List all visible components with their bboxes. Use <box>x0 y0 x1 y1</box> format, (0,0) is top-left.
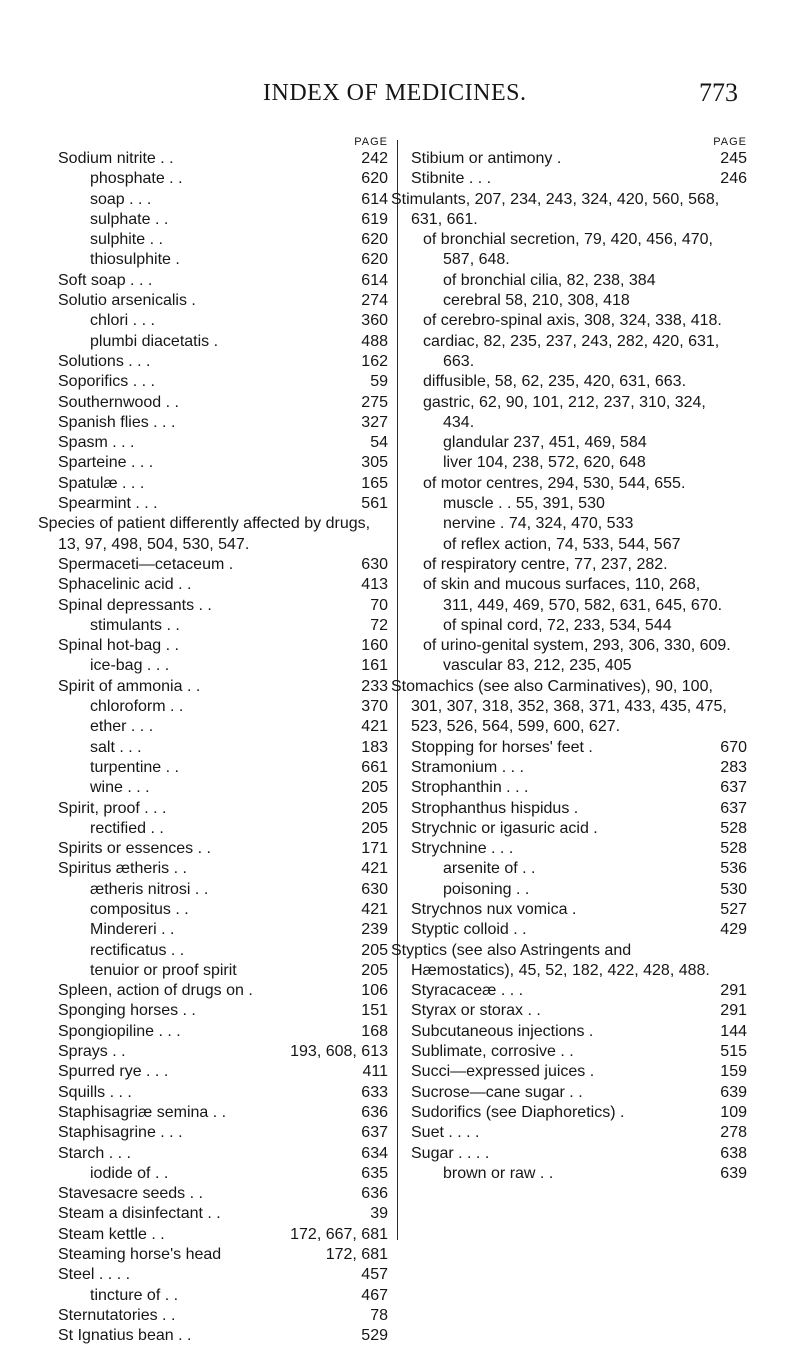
index-entry <box>58 616 392 636</box>
entry-page-ref: 151 <box>361 1002 388 1020</box>
entry-page-ref: 528 <box>720 819 747 837</box>
index-entry <box>411 880 751 900</box>
entry-page-ref: 165 <box>361 474 388 492</box>
entry-term: Soft soap . . . <box>58 271 153 289</box>
entry-page-ref: 239 <box>361 921 388 939</box>
entry-term: Spatulæ . . . <box>58 474 145 492</box>
entry-term: of reflex action, 74, 533, 544, 567 <box>443 535 681 553</box>
index-entry <box>411 900 751 920</box>
index-entry <box>58 941 392 961</box>
entry-page-ref: 561 <box>361 495 388 513</box>
entry-term: Spinal depressants . . <box>58 596 212 614</box>
entry-page-ref: 630 <box>361 880 388 898</box>
entry-term: Styrax or storax . . <box>411 1002 541 1020</box>
entry-page-ref: 233 <box>361 677 388 695</box>
index-entry <box>411 230 751 271</box>
entry-term: Spongiopiline . . . <box>58 1022 181 1040</box>
entry-term: Solutions . . . <box>58 352 151 370</box>
index-entry <box>58 799 392 819</box>
index-entry <box>58 717 392 737</box>
entry-page-ref: 327 <box>361 413 388 431</box>
entry-term: Stavesacre seeds . . <box>58 1185 203 1203</box>
index-entry <box>58 393 392 413</box>
entry-page-ref: 421 <box>361 900 388 918</box>
index-entry <box>411 575 751 616</box>
entry-page-ref: 620 <box>361 251 388 269</box>
running-title: INDEX OF MEDICINES. <box>263 80 527 106</box>
index-entry <box>411 616 751 636</box>
entry-page-ref: 278 <box>720 1124 747 1142</box>
entry-term: Sugar . . . . <box>411 1144 490 1162</box>
entry-page-ref: 633 <box>361 1083 388 1101</box>
entry-term: Spurred rye . . . <box>58 1063 169 1081</box>
entry-term: Steam kettle . . <box>58 1225 165 1243</box>
entry-term: of motor centres, 294, 530, 544, 655. <box>423 474 686 492</box>
index-entry <box>411 1164 751 1184</box>
entry-term: Spirits or essences . . <box>58 840 211 858</box>
entry-term: Solutio arsenicalis . <box>58 292 196 310</box>
entry-term: poisoning . . <box>443 880 530 898</box>
index-entry <box>58 1042 392 1062</box>
entry-page-ref: 305 <box>361 454 388 472</box>
entry-term: Stopping for horses' feet . <box>411 738 593 756</box>
index-entry <box>58 474 392 494</box>
index-entry <box>411 474 751 494</box>
entry-page-ref: 283 <box>720 758 747 776</box>
index-entry <box>58 1083 392 1103</box>
entry-term: liver 104, 238, 572, 620, 648 <box>443 454 646 472</box>
entry-term: of respiratory centre, 77, 237, 282. <box>423 555 668 573</box>
entry-page-ref: 106 <box>361 982 388 1000</box>
entry-page-ref: 160 <box>361 637 388 655</box>
entry-term: Starch . . . <box>58 1144 131 1162</box>
entry-page-ref: 291 <box>720 1002 747 1020</box>
index-entry <box>58 433 392 453</box>
entry-term: plumbi diacetatis . <box>90 332 219 350</box>
entry-page-ref: 637 <box>720 779 747 797</box>
entry-term: Southernwood . . <box>58 393 179 411</box>
index-entry <box>58 372 392 392</box>
entry-term: Mindereri . . <box>90 921 175 939</box>
index-entry <box>411 1103 751 1123</box>
entry-term: cardiac, 82, 235, 237, 243, 282, 420, 631, 663. <box>423 332 720 370</box>
entry-page-ref: 109 <box>720 1103 747 1121</box>
entry-page-ref: 639 <box>720 1083 747 1101</box>
entry-page-ref: 411 <box>362 1063 388 1081</box>
entry-term: ice-bag . . . <box>90 657 170 675</box>
index-entry <box>58 819 392 839</box>
index-entry <box>411 1144 751 1164</box>
entry-page-ref: 529 <box>361 1327 388 1345</box>
index-entry <box>58 210 392 230</box>
index-column-left <box>38 135 392 1347</box>
entry-term: Species of patient differently affected by drugs, 13, 97, 498, 504, 530, 547. <box>38 515 371 553</box>
entry-page-ref: 639 <box>720 1164 747 1182</box>
entry-term: Steel . . . . <box>58 1266 131 1284</box>
index-entry <box>411 494 751 514</box>
index-entry <box>58 352 392 372</box>
index-column-right <box>391 135 751 1184</box>
index-entry <box>411 291 751 311</box>
entry-page-ref: 171 <box>361 840 388 858</box>
index-entry <box>58 494 392 514</box>
entry-term: Strophanthus hispidus . <box>411 799 579 817</box>
entry-term: of skin and mucous surfaces, 110, 268, 311, 449, 469, 570, 582, 631, 645, 670. <box>423 576 723 614</box>
entry-page-ref: 245 <box>720 150 747 167</box>
index-entry <box>411 819 751 839</box>
entry-page-ref: 370 <box>361 698 388 716</box>
entry-page-ref: 242 <box>361 150 388 167</box>
index-entry <box>58 575 392 595</box>
entry-term: chloroform . . <box>90 698 184 716</box>
entry-page-ref: 360 <box>361 312 388 330</box>
entry-page-ref: 467 <box>361 1286 388 1304</box>
entry-term: Stramonium . . . <box>411 758 524 776</box>
index-entry <box>58 839 392 859</box>
entry-term: Sudorifics (see Diaphoretics) . <box>411 1103 625 1121</box>
entry-term: St Ignatius bean . . <box>58 1327 192 1345</box>
entry-term: Stibium or antimony . <box>411 150 562 167</box>
entry-term: Spirit of ammonia . . <box>58 677 201 695</box>
entry-page-ref: 421 <box>361 718 388 736</box>
entry-term: Spirit, proof . . . <box>58 799 167 817</box>
index-entry <box>38 514 392 555</box>
entry-term: Sternutatories . . <box>58 1306 176 1324</box>
index-entry <box>58 1245 392 1265</box>
entry-term: of bronchial cilia, 82, 238, 384 <box>443 271 656 289</box>
entry-page-ref: 205 <box>361 799 388 817</box>
index-entry <box>58 920 392 940</box>
entry-term: Spermaceti—cetaceum . <box>58 555 234 573</box>
page-number: 773 <box>699 78 738 107</box>
entry-page-ref: 636 <box>361 1185 388 1203</box>
index-entry <box>411 453 751 473</box>
entry-page-ref: 670 <box>720 738 747 756</box>
entry-term: compositus . . <box>90 900 189 918</box>
entry-page-ref: 54 <box>370 434 388 452</box>
index-entry <box>58 1204 392 1224</box>
entry-term: Sucrose—cane sugar . . <box>411 1083 583 1101</box>
entry-page-ref: 246 <box>720 170 747 188</box>
entry-page-ref: 161 <box>361 657 388 675</box>
entry-page-ref: 637 <box>361 1124 388 1142</box>
entry-term: vascular 83, 212, 235, 405 <box>443 657 632 675</box>
index-entry <box>58 149 392 169</box>
entry-term: chlori . . . <box>90 312 155 330</box>
index-entry <box>411 433 751 453</box>
entry-term: rectificatus . . <box>90 941 185 959</box>
entry-page-ref: 614 <box>361 271 388 289</box>
entry-page-ref: 488 <box>361 332 388 350</box>
entry-term: Sodium nitrite . . <box>58 150 174 167</box>
index-entry <box>58 1144 392 1164</box>
entry-page-ref: 528 <box>720 840 747 858</box>
entry-page-ref: 275 <box>361 393 388 411</box>
entry-page-ref: 172, 667, 681 <box>290 1225 388 1243</box>
entry-term: sulphate . . <box>90 210 169 228</box>
index-entry <box>411 1042 751 1062</box>
index-entry <box>58 1001 392 1021</box>
index-entry <box>411 1123 751 1143</box>
entry-term: stimulants . . <box>90 616 180 634</box>
entry-page-ref: 78 <box>370 1306 388 1324</box>
entry-term: Styptics (see also Astringents and Hæmostatics), 45, 52, 182, 422, 428, 488. <box>391 941 710 979</box>
index-entry <box>58 311 392 331</box>
entry-term: ether . . . <box>90 718 154 736</box>
page-column-heading: PAGE <box>713 136 747 148</box>
index-entry <box>411 839 751 859</box>
entry-term: Stomachics (see also Carminatives), 90, 100, 301, 307, 318, 352, 368, 371, 433, 435, 475, 523, 526, 564, 599, 600, 627. <box>391 677 727 736</box>
entry-term: Styptic colloid . . <box>411 921 527 939</box>
index-entry <box>58 453 392 473</box>
entry-term: Suet . . . . <box>411 1124 480 1142</box>
entry-page-ref: 274 <box>361 292 388 310</box>
index-entry <box>411 758 751 778</box>
entry-term: Spearmint . . . <box>58 495 158 513</box>
entry-term: ætheris nitrosi . . <box>90 880 209 898</box>
index-entry <box>58 758 392 778</box>
entry-term: muscle . . 55, 391, 530 <box>443 495 605 513</box>
entry-term: Stibnite . . . <box>411 170 492 188</box>
entry-page-ref: 536 <box>720 860 747 878</box>
index-entry <box>411 332 751 373</box>
index-entry <box>58 555 392 575</box>
entry-term: Sublimate, corrosive . . <box>411 1043 574 1061</box>
entry-term: soap . . . <box>90 190 152 208</box>
index-entry <box>391 190 751 231</box>
entry-term: phosphate . . <box>90 170 183 188</box>
index-entry <box>411 656 751 676</box>
entry-page-ref: 172, 681 <box>325 1246 388 1264</box>
entry-term: Steaming horse's head <box>58 1246 222 1264</box>
entry-term: Squills . . . <box>58 1083 132 1101</box>
entry-page-ref: 72 <box>370 616 388 634</box>
entry-page-ref: 530 <box>720 880 747 898</box>
index-entry <box>411 799 751 819</box>
entry-page-ref: 635 <box>361 1164 388 1182</box>
entry-term: Spasm . . . <box>58 434 135 452</box>
index-entry <box>411 636 751 656</box>
entry-page-ref: 630 <box>361 555 388 573</box>
entry-term: Styracaceæ . . . <box>411 982 524 1000</box>
index-entry <box>58 1326 392 1346</box>
index-entry <box>411 738 751 758</box>
index-entry <box>58 880 392 900</box>
entry-term: Sparteine . . . <box>58 454 154 472</box>
index-entry <box>411 393 751 434</box>
entry-page-ref: 614 <box>361 190 388 208</box>
entry-term: tincture of . . <box>90 1286 179 1304</box>
entry-page-ref: 291 <box>720 982 747 1000</box>
entry-term: diffusible, 58, 62, 235, 420, 631, 663. <box>423 373 687 391</box>
entry-term: tenuior or proof spirit <box>90 961 237 979</box>
index-entry <box>58 1225 392 1245</box>
entry-page-ref: 205 <box>361 779 388 797</box>
entry-page-ref: 636 <box>361 1103 388 1121</box>
entry-page-ref: 205 <box>361 819 388 837</box>
entry-term: brown or raw . . <box>443 1164 554 1182</box>
index-entry <box>58 1123 392 1143</box>
entry-term: Sphacelinic acid . . <box>58 576 192 594</box>
entry-page-ref: 205 <box>361 941 388 959</box>
index-entry <box>411 981 751 1001</box>
index-entry <box>411 169 751 189</box>
index-entry <box>411 311 751 331</box>
index-entry <box>58 1164 392 1184</box>
index-entry <box>58 1103 392 1123</box>
index-entry <box>58 900 392 920</box>
index-entry <box>58 1265 392 1285</box>
entry-term: arsenite of . . <box>443 860 536 878</box>
entry-page-ref: 619 <box>361 210 388 228</box>
entry-page-ref: 183 <box>361 738 388 756</box>
entry-term: glandular 237, 451, 469, 584 <box>443 434 647 452</box>
index-entry <box>411 1083 751 1103</box>
entry-page-ref: 457 <box>361 1266 388 1284</box>
entry-term: Steam a disinfectant . . <box>58 1205 221 1223</box>
entry-page-ref: 421 <box>361 860 388 878</box>
index-entry <box>58 230 392 250</box>
entry-page-ref: 515 <box>720 1043 747 1061</box>
entry-page-ref: 168 <box>361 1022 388 1040</box>
entry-term: sulphite . . <box>90 231 163 249</box>
entry-term: nervine . 74, 324, 470, 533 <box>443 515 634 533</box>
index-entry <box>58 859 392 879</box>
index-entry <box>58 697 392 717</box>
entry-term: Sprays . . <box>58 1043 126 1061</box>
index-entry <box>411 778 751 798</box>
entry-term: wine . . . <box>90 779 150 797</box>
entry-term: thiosulphite . <box>90 251 180 269</box>
index-entry <box>58 291 392 311</box>
page-column-heading: PAGE <box>354 136 388 148</box>
entry-term: Stimulants, 207, 234, 243, 324, 420, 560, 568, 631, 661. <box>391 190 720 228</box>
index-entry <box>58 636 392 656</box>
index-entry <box>58 1306 392 1326</box>
entry-page-ref: 637 <box>720 799 747 817</box>
index-entry <box>58 190 392 210</box>
entry-page-ref: 159 <box>720 1063 747 1081</box>
entry-term: Spanish flies . . . <box>58 413 176 431</box>
entry-term: Subcutaneous injections . <box>411 1022 594 1040</box>
entry-page-ref: 144 <box>720 1022 747 1040</box>
entry-term: Sponging horses . . <box>58 1002 196 1020</box>
index-entry <box>58 677 392 697</box>
index-entry <box>58 1184 392 1204</box>
entry-page-ref: 59 <box>370 373 388 391</box>
index-entry <box>58 1062 392 1082</box>
entry-term: Strychnine . . . <box>411 840 514 858</box>
entry-term: Spleen, action of drugs on . <box>58 982 253 1000</box>
index-entry <box>411 514 751 534</box>
entry-term: of cerebro-spinal axis, 308, 324, 338, 418. <box>423 312 722 330</box>
entry-term: of spinal cord, 72, 233, 534, 544 <box>443 616 672 634</box>
entry-page-ref: 661 <box>361 758 388 776</box>
index-entry <box>58 1022 392 1042</box>
entry-term: iodide of . . <box>90 1164 169 1182</box>
entry-page-ref: 205 <box>361 961 388 979</box>
entry-term: of urino-genital system, 293, 306, 330, 609. <box>423 637 731 655</box>
index-entry <box>58 271 392 291</box>
entry-term: gastric, 62, 90, 101, 212, 237, 310, 324, 434. <box>423 393 706 431</box>
index-entry <box>58 738 392 758</box>
index-entry <box>391 941 751 982</box>
entry-term: Staphisagrine . . . <box>58 1124 183 1142</box>
index-entry <box>411 1022 751 1042</box>
index-entry <box>411 859 751 879</box>
index-entry <box>58 981 392 1001</box>
entry-term: Staphisagriæ semina . . <box>58 1103 227 1121</box>
index-entry <box>58 332 392 352</box>
index-entry <box>58 169 392 189</box>
index-entries-right <box>391 149 751 1184</box>
index-entry <box>411 920 751 940</box>
entry-page-ref: 429 <box>720 921 747 939</box>
entry-page-ref: 39 <box>370 1205 388 1223</box>
entry-page-ref: 193, 608, 613 <box>290 1043 388 1061</box>
index-entry <box>411 372 751 392</box>
index-entry <box>391 677 751 738</box>
entry-page-ref: 620 <box>361 231 388 249</box>
index-entry <box>411 555 751 575</box>
index-entry <box>58 250 392 270</box>
index-entry <box>58 778 392 798</box>
index-entry <box>58 413 392 433</box>
entry-term: Strophanthin . . . <box>411 779 529 797</box>
index-entries-left <box>38 149 392 1347</box>
page-header <box>48 80 738 116</box>
entry-term: Spiritus ætheris . . <box>58 860 187 878</box>
entry-page-ref: 634 <box>361 1144 388 1162</box>
entry-term: turpentine . . <box>90 758 179 776</box>
entry-page-ref: 620 <box>361 170 388 188</box>
entry-term: Strychnos nux vomica . <box>411 900 577 918</box>
entry-page-ref: 70 <box>370 596 388 614</box>
entry-term: Soporifics . . . <box>58 373 155 391</box>
index-entry <box>411 1062 751 1082</box>
index-entry <box>411 271 751 291</box>
entry-page-ref: 162 <box>361 352 388 370</box>
entry-term: rectified . . <box>90 819 164 837</box>
entry-page-ref: 527 <box>720 900 747 918</box>
index-entry <box>58 961 392 981</box>
index-entry <box>411 149 751 169</box>
entry-page-ref: 638 <box>720 1144 747 1162</box>
entry-term: cerebral 58, 210, 308, 418 <box>443 292 630 310</box>
entry-term: salt . . . <box>90 738 142 756</box>
entry-term: of bronchial secretion, 79, 420, 456, 470, 587, 648. <box>423 231 713 269</box>
index-entry <box>411 1001 751 1021</box>
index-entry <box>58 656 392 676</box>
entry-term: Succi—expressed juices . <box>411 1063 595 1081</box>
entry-term: Strychnic or igasuric acid . <box>411 819 598 837</box>
index-entry <box>411 535 751 555</box>
entry-page-ref: 413 <box>361 576 388 594</box>
index-entry <box>58 596 392 616</box>
index-entry <box>58 1286 392 1306</box>
entry-term: Spinal hot-bag . . <box>58 637 179 655</box>
